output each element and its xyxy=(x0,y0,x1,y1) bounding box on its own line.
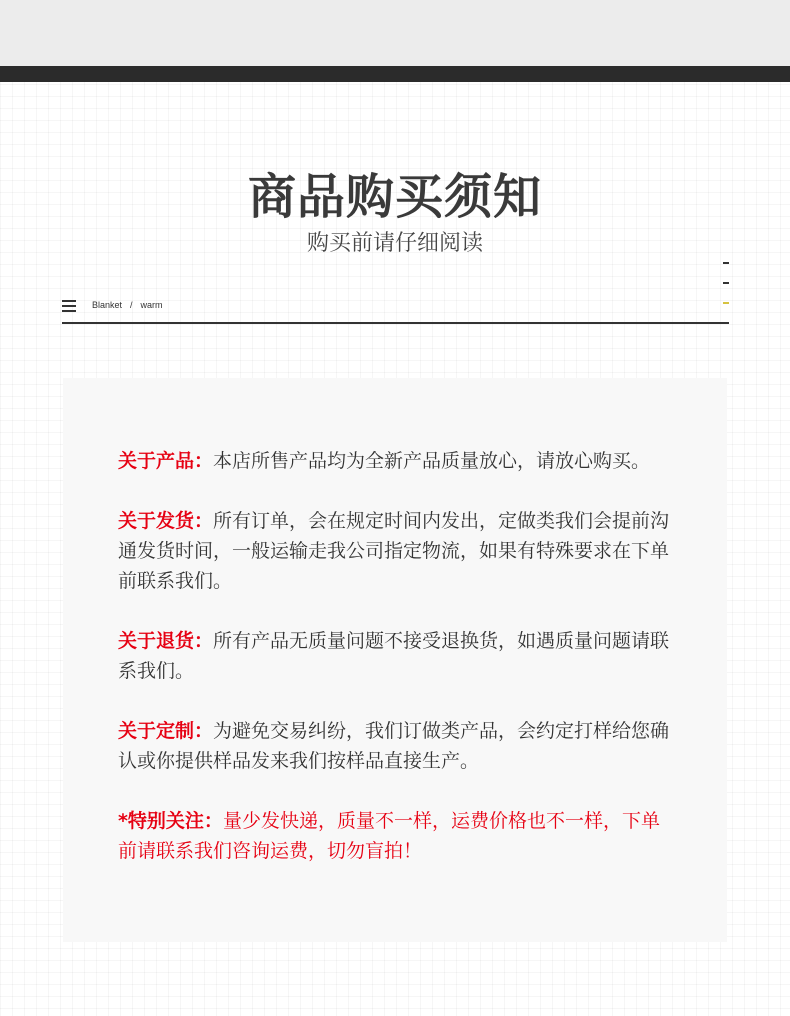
notice-label: *特别关注： xyxy=(118,810,223,832)
breadcrumb-item-blanket: Blanket xyxy=(92,300,123,310)
notice-item-special xyxy=(118,806,678,866)
notice-text: 为避免交易纠纷，我们订做类产品，会约定打样给您确认或你提供样品发来我们按样品直接生产。 xyxy=(118,720,670,772)
page-title: 商品购买须知 xyxy=(247,169,542,225)
notice-item-shipping xyxy=(118,506,678,596)
notice-text: 所有产品无质量问题不接受退换货，如遇质量问题请联系我们。 xyxy=(118,630,670,682)
breadcrumb-separator: / xyxy=(130,300,133,310)
menu-icon xyxy=(62,300,76,312)
page-subtitle: 购买前请仔细阅读 xyxy=(306,231,483,256)
notice-label: 关于退货： xyxy=(118,630,214,652)
notice-item-product xyxy=(118,446,678,476)
top-band xyxy=(0,0,790,66)
notice-text: 量少发快递，质量不一样，运费价格也不一样，下单前请联系我们咨询运费，切勿盲拍！ xyxy=(118,810,660,862)
notice-label: 关于发货： xyxy=(118,510,214,532)
notice-item-custom xyxy=(118,716,678,776)
decorative-marks xyxy=(723,262,731,312)
notice-text: 本店所售产品均为全新产品质量放心，请放心购买。 xyxy=(213,450,651,472)
notice-item-returns xyxy=(118,626,678,686)
breadcrumb xyxy=(92,299,163,311)
breadcrumb-item-warm: warm xyxy=(140,300,163,310)
notice-label: 关于产品： xyxy=(118,450,214,472)
header-dark-bar xyxy=(0,66,790,82)
notice-label: 关于定制： xyxy=(118,720,214,742)
notice-text: 所有订单，会在规定时间内发出，定做类我们会提前沟通发货时间，一般运输走我公司指定物流，如果有特殊要求在下单前联系我们。 xyxy=(118,510,670,592)
divider xyxy=(62,322,729,324)
